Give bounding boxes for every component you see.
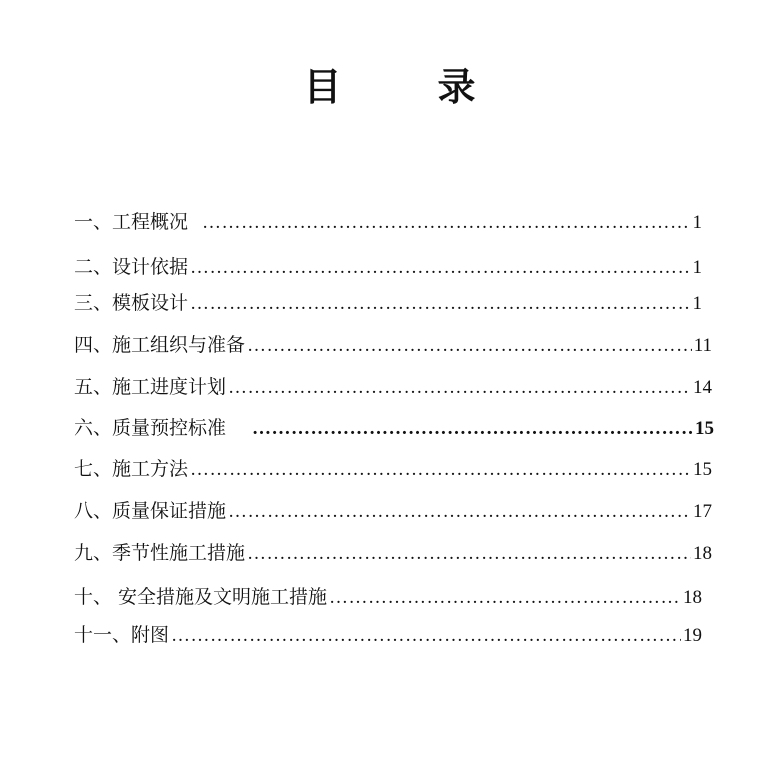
toc-leader-dots bbox=[228, 375, 691, 401]
toc-entry-label: 十一、附图 bbox=[74, 624, 170, 646]
toc-entry[interactable] bbox=[74, 540, 712, 566]
toc-entry[interactable] bbox=[74, 622, 702, 648]
toc-entry-page: 18 bbox=[683, 587, 702, 608]
toc-entry-label: 三、模板设计 bbox=[74, 292, 189, 314]
toc-leader-dots bbox=[228, 499, 691, 525]
toc-entry-label: 七、施工方法 bbox=[74, 458, 189, 480]
toc-entry-page: 1 bbox=[692, 293, 702, 314]
toc-entry-label: 八、质量保证措施 bbox=[74, 500, 227, 522]
toc-leader-dots bbox=[252, 416, 693, 442]
toc-entry-page: 15 bbox=[695, 418, 714, 439]
toc-entry[interactable] bbox=[74, 584, 702, 610]
toc-entry[interactable] bbox=[74, 332, 712, 358]
toc-entry-label: 五、施工进度计划 bbox=[74, 376, 227, 398]
title-char-left: 目 bbox=[303, 64, 342, 109]
toc-leader-dots bbox=[247, 541, 691, 567]
toc-leader-dots bbox=[190, 457, 691, 483]
toc-entry[interactable] bbox=[74, 209, 702, 235]
toc-entry[interactable] bbox=[74, 456, 712, 482]
toc-entry-label: 十、 安全措施及文明施工措施 bbox=[74, 586, 328, 608]
toc-entry-page: 11 bbox=[693, 335, 712, 356]
toc-entry-page: 17 bbox=[693, 501, 712, 522]
toc-entry-page: 14 bbox=[693, 377, 712, 398]
toc-leader-dots bbox=[190, 291, 690, 317]
toc-entry-page: 1 bbox=[692, 212, 702, 233]
toc-leader-dots bbox=[329, 585, 681, 611]
toc-entry-page: 15 bbox=[693, 459, 712, 480]
toc-entry-page: 19 bbox=[683, 625, 702, 646]
toc-entry[interactable] bbox=[74, 415, 714, 441]
toc-entry-page: 1 bbox=[692, 257, 702, 278]
toc-entry-label: 二、设计依据 bbox=[74, 256, 189, 278]
toc-entry[interactable] bbox=[74, 498, 712, 524]
toc-leader-dots bbox=[171, 623, 681, 649]
toc-entry-label: 一、工程概况 bbox=[74, 211, 189, 233]
toc-entry-label: 六、质量预控标准 bbox=[74, 417, 227, 439]
page-title bbox=[0, 62, 779, 112]
toc-leader-dots bbox=[190, 255, 690, 281]
toc-entry[interactable] bbox=[74, 374, 712, 400]
toc-leader-dots bbox=[247, 333, 692, 359]
toc-entry-page: 18 bbox=[693, 543, 712, 564]
title-char-right: 录 bbox=[437, 64, 476, 109]
toc-entry[interactable] bbox=[74, 254, 702, 280]
toc-entry-label: 四、施工组织与准备 bbox=[74, 334, 246, 356]
toc-leader-dots bbox=[202, 210, 690, 236]
toc-entry-label: 九、季节性施工措施 bbox=[74, 542, 246, 564]
toc-entry[interactable] bbox=[74, 290, 702, 316]
